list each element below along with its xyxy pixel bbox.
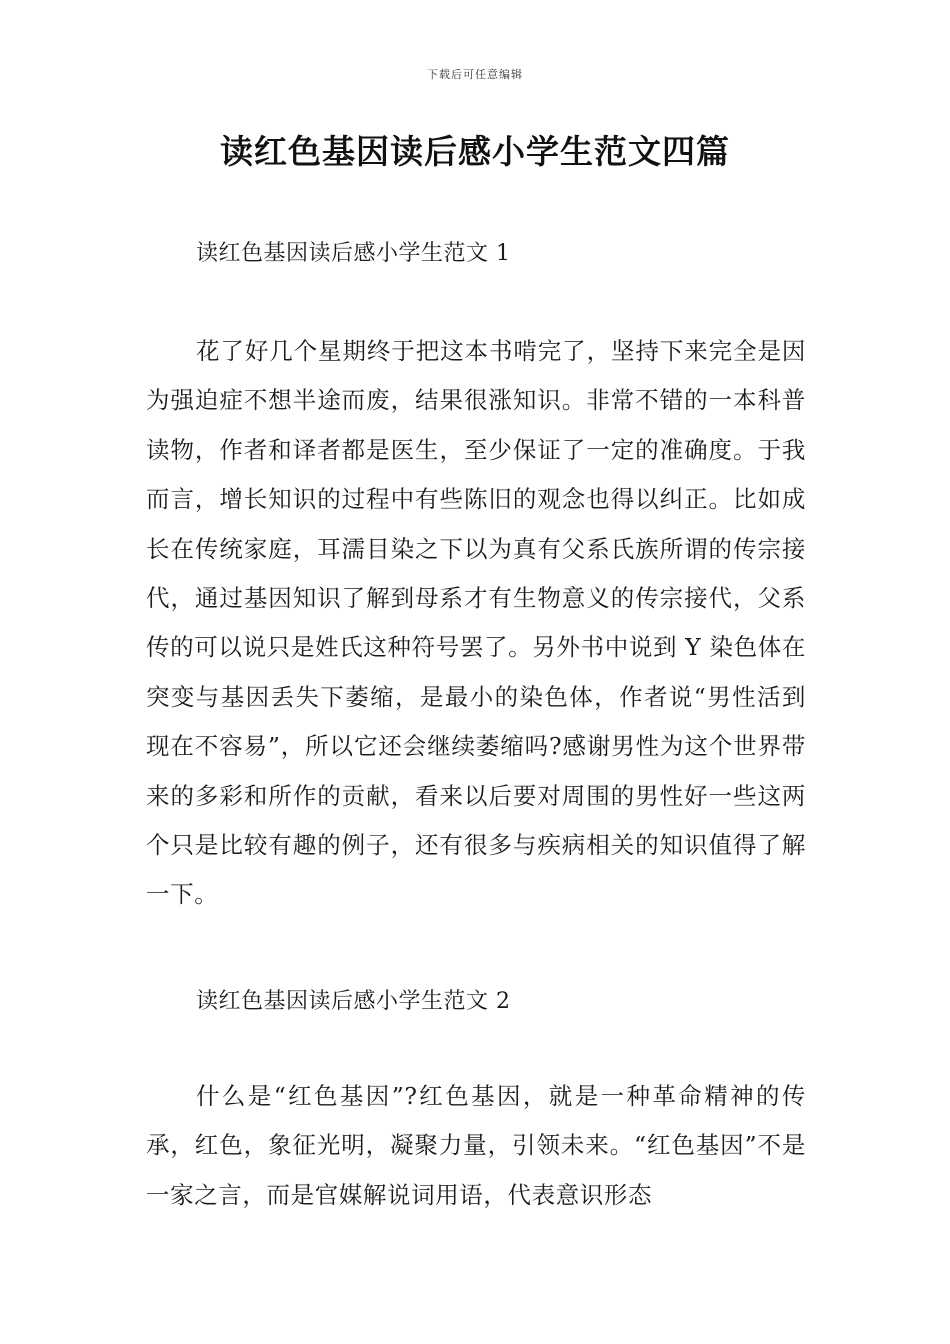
section-paragraph-2: 什么是“红色基因”?红色基因，就是一种革命精神的传承，红色，象征光明，凝聚力量，引领未来。“红色基因”不是一家之言，而是官媒解说词用语，代表意识形态 xyxy=(146,1082,806,1209)
header-note: 下载后可任意编辑 xyxy=(427,68,523,81)
section-paragraph-1: 花了好几个星期终于把这本书啃完了，坚持下来完全是因为强迫症不想半途而废，结果很涨知识。非常不错的一本科普读物，作者和译者都是医生，至少保证了一定的准确度。于我而言，增长知识的过程中有些陈旧的观念也得以纠正。比如成长在传统家庭，耳濡目染之下以为真有父系氏族所谓的传宗接代，通过基因知识了解到母系才有生物意义的传宗接代，父系传的可以说只是姓氏这种符号罢了。另外书中说到 Y 染色体在突变与基因丢失下萎缩，是最小的染色体，作者说“男性活到现在不容易”，所以它还会继续萎缩吗?感谢男性为这个世界带来的多彩和所作的贡献，看来以后要对周围的男性好一些这两个只是比较有趣的例子，还有很多与疾病相关的知识值得了解一下。 xyxy=(146,337,806,909)
section-heading-1: 读红色基因读后感小学生范文 1 xyxy=(196,241,511,266)
section-heading-2: 读红色基因读后感小学生范文 2 xyxy=(196,989,511,1014)
document-title: 读红色基因读后感小学生范文四篇 xyxy=(220,132,730,171)
